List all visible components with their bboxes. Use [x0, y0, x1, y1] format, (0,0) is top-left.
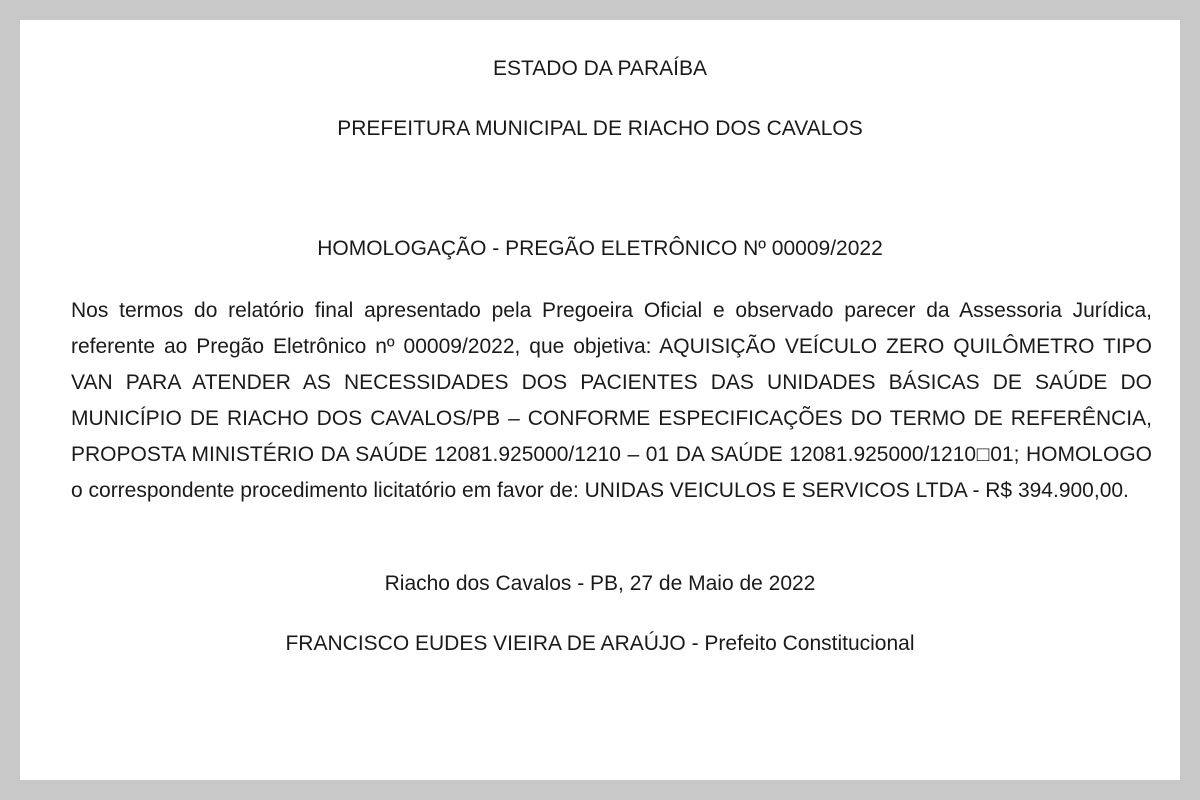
- document-title: HOMOLOGAÇÃO - PREGÃO ELETRÔNICO Nº 00009/2022: [317, 237, 883, 260]
- place-date: Riacho dos Cavalos - PB, 27 de Maio de 2022: [384, 572, 816, 595]
- document-body: Nos termos do relatório final apresentado pela Pregoeira Oficial e observado parecer da Assessoria Jurídica, referente ao Pregão Eletrônico nº 00009/2022, que objetiva: AQUISIÇÃO VEÍCULO ZERO QUILÔMETRO TIPO VAN PARA ATENDER AS NECESSIDADES DOS PACIENTES DAS UNIDADES BÁSICAS DE SAÚDE DO MUNICÍPIO DE RIACHO DOS CAVALOS/PB – CONFORME ESPECIFICAÇÕES DO TERMO DE REFERÊNCIA, PROPOSTA MINISTÉRIO DA SAÚDE 12081.925000/1210 – 01 DA SAÚDE 12081.925000/1210□01; HOMOLOGO o correspondente procedimento licitatório em favor de: UNIDAS VEICULOS E SERVICOS LTDA - R$ 394.900,00.: [71, 299, 1152, 502]
- municipality-name: PREFEITURA MUNICIPAL DE RIACHO DOS CAVALOS: [337, 117, 863, 140]
- state-name: ESTADO DA PARAÍBA: [493, 57, 707, 80]
- signatory: FRANCISCO EUDES VIEIRA DE ARAÚJO - Prefeito Constitucional: [285, 632, 915, 655]
- document-page: [20, 20, 1180, 780]
